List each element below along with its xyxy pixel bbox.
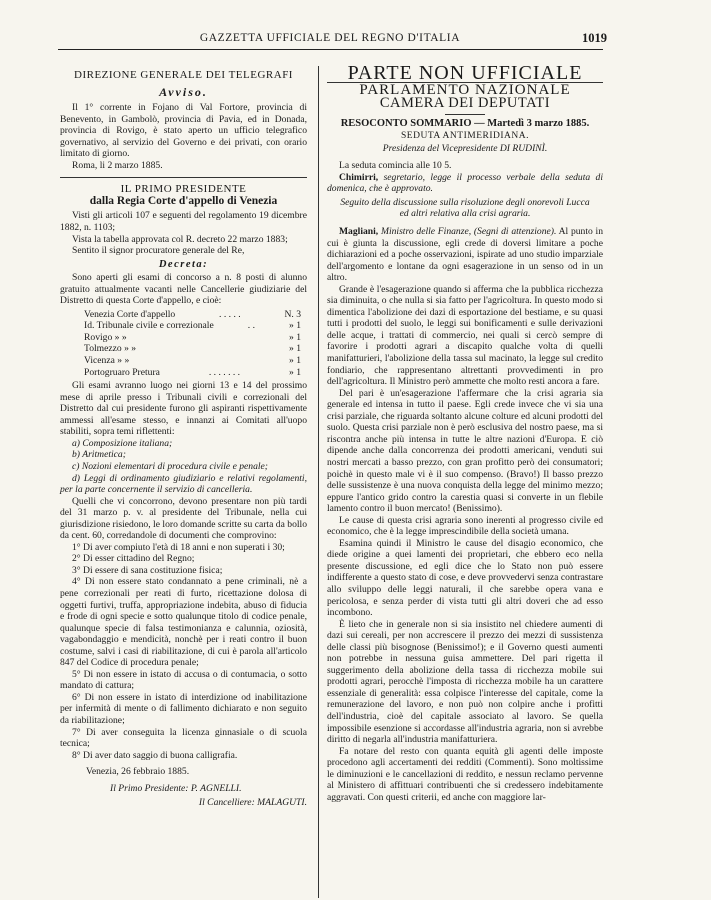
topic-item: d) Leggi di ordinamento giudiziario e relativi regolamenti, per la parte concernente il servizio di cancelleria. — [60, 472, 307, 496]
seat-row: Id. Tribunale civile e correzionale . . » 1 — [84, 320, 301, 332]
topic-item: a) Composizione italiana; — [72, 437, 173, 449]
chimirri-text: segretario, legge il processo verbale della seduta di domenica, che è approvato. — [327, 171, 603, 195]
page-header-title: GAZZETTA UFFICIALE DEL REGNO D'ITALIA — [199, 32, 461, 44]
applicants-paragraph: Quelli che vi concorrono, devono presentare non più tardi del 31 marzo p. v. al presidente del Tribunale, nella cui giurisdizione risiedono, le loro domande scritte su carta da bollo da cent. 60, corredandole di documenti che comprovino: — [60, 495, 307, 542]
chimirri-paragraph — [327, 172, 603, 195]
left-column — [60, 68, 307, 809]
right-column — [327, 62, 604, 803]
session-heading: SEDUTA ANTIMERIDIANA. — [401, 131, 529, 142]
requirements-list — [60, 542, 307, 761]
president-heading: IL PRIMO PRESIDENTE — [120, 183, 247, 196]
seat-row: Rovigo » » » 1 — [84, 331, 301, 343]
telegraph-direction-heading: DIREZIONE GENERALE DEI TELEGRAFI — [74, 69, 293, 81]
exams-paragraph: Gli esami avranno luogo nei giorni 13 e 14 del prossimo mese di aprile presso i Tribunali civili e correzionali del Distretto dal cui presidente furono gli aspiranti rispettivamente ammessi all'esame stesso, e innanzi ai Comitati all'uopo stabiliti, sopra temi riflettenti: — [60, 380, 307, 438]
speech-paragraph-3: Del pari è un'esagerazione l'affermare che la crisi agraria sia generale ed intensa in tutto il paese. Egli crede invece che vi sia una crisi parziale, che riguarda soltanto alcune colture ed alcuni prodotti del suolo. Questa crisi parziale non è però esclusiva del nostro paese, ma si riscontra anche più intensa in tutte le altre nazioni d'Europa. E ciò dipende anche dalla concorrenza dei prodotti americani, venduti sui nostri mercati a basso prezzo, con gran profitto però dei consumatori; poichè in questo male vi è il suo compenso. (Bravo!) Il basso prezzo delle sussistenze è una nuova conquista della legge del minimo mezzo; eppure l'antico grido contro la carestia quasi si converte in un flebile lamento contro il buon mercato! (Benissimo). — [327, 387, 603, 515]
seat-row: Venezia Corte d'appello . . . . . N. 3 — [84, 308, 301, 320]
parliament-heading: PARLAMENTO NAZIONALE — [359, 81, 571, 98]
visti-paragraph-3: Sentito il signor procuratore generale del Re, — [72, 245, 245, 257]
column-divider — [318, 66, 319, 898]
speech-paragraph-5: Esamina quindi il Ministro le cause del disagio economico, che diede origine a quei lamenti dei proprietari, che ebbero eco nella presente discussione, ed egli dice che lo Stato non può essere indifferente a questo stato di cose, e deve provvedervi senza contrastare allo sviluppo delle leggi naturali, il che sarebbe opera vana e pericolosa, e senza perder di vista tutti gli altri doveri che ad esso incombono. — [327, 537, 603, 619]
section-rule — [60, 177, 307, 178]
requirement-item: 8° Di aver dato saggio di buona calligrafia. — [72, 749, 238, 761]
header-rule — [58, 49, 603, 50]
seats-list — [60, 309, 307, 378]
speech-paragraph-4: Le cause di questa crisi agraria sono inerenti al progresso civile ed economico, che è la legge imprescindibile della società umana. — [327, 514, 603, 538]
requirement-item: 3° Di essere di sana costituzione fisica; — [72, 564, 223, 576]
seat-row: Portogruaro Pretura . . . . . . . » 1 — [84, 366, 301, 378]
requirement-item: 2° Di esser cittadino del Regno; — [72, 553, 195, 565]
session-opening: La seduta comincia alle 10 5. — [339, 160, 452, 172]
magliani-paragraph — [327, 226, 603, 284]
clerk-signature: Il Cancelliere: MALAGUTI. — [198, 797, 307, 809]
speaker-role: Ministro delle Finanze, (Segni di attenzione). — [380, 226, 557, 238]
president-signature: Il Primo Presidente: P. AGNELLI. — [110, 782, 242, 794]
court-heading: dalla Regia Corte d'appello di Venezia — [89, 194, 278, 207]
closing-date: Venezia, 26 febbraio 1885. — [86, 766, 190, 778]
notice-text: Il 1° corrente in Fojano di Val Fortore, provincia di Benevento, in Gambolò, provincia di Pavia, ed in Donada, provincia di Rovigo, è stato aperto un ufficio telegrafico governativo, al servizio del Governo e dei privati, con orario limitato di giorno. — [60, 102, 307, 160]
speech-paragraph-6: È lieto che in generale non si sia insistito nel chiedere aumenti di dazi sui cereali, per non accrescere il prezzo dei mezzi di sussistenza delle classi più bisognose (Benissimo!); e il Governo questi aumenti non potrebbe in nessuna guisa ammettere. Del pari rigetta il suggerimento della abolizione della tassa di ricchezza mobile sui prodotti agrari, perocchè l'imposta di ricchezza mobile ha un carattere essenziale di generalità: essa colpisce l'interesse del capitale, come la remunerazione del lavoro, e non può non colpire anche i profitti dell'industria, cioè del capitale associato al lavoro. Se quella impossibile esenzione si accordasse all'industria agraria, non si avrebbe diritto di negarla all'industria manifatturiera. — [327, 618, 603, 746]
notice-date: Roma, li 2 marzo 1885. — [72, 159, 163, 171]
topic-item: b) Aritmetica; — [72, 449, 126, 461]
speech-paragraph-2: Grande è l'esagerazione quando si afferma che la pubblica ricchezza sia diminuita, o che nulla si sia fatto per l'agricoltura. In questo modo si dimentica l'abolizione dei dazi di esportazione del bestiame, e su quasi tutti i prodotti del suolo, le leggi sui bonificamenti e sulle derivazioni delle acque, i trattati di commercio, nei quali si cercò sempre di favorire i prodotti agrari a discapito qualche volta di quelli manifatturieri, l'abolizione della tassa sul macinato, la legge sul credito fondiario, che rappresentano altrettanti provvedimenti in pro dell'agricoltura. Il Ministro però ammette che molto resti ancora a fare. — [327, 283, 603, 388]
decree-heading: Decreta: — [158, 258, 209, 270]
seat-row: Vicenza » » » 1 — [84, 355, 301, 367]
speech-paragraph-7: Fa notare del resto con quanta equità gli agenti delle imposte procedono agli accertamenti dei redditi (Commenti). Sono moltissime le diminuzioni e le cancellazioni di reddito, e nessun reclamo pervenne al Ministero di affittuari contribuenti che si credessero indebitamente aggravati. Con questi criterii, ed anche con maggiore lar- — [327, 745, 603, 803]
visti-paragraph-1: Visti gli articoli 107 e seguenti del regolamento 19 dicembre 1882, n. 1103; — [60, 210, 307, 234]
speaker-name: Magliani, — [339, 226, 379, 238]
requirement-item: 6° Di non essere in istato di interdizione od inabilitazione per infermità di mente o di fallimento dichiarato e non seguito da riabilitazione; — [60, 691, 307, 726]
decree-text: Sono aperti gli esami di concorso a n. 8 posti di alunno gratuito attualmente vacanti nelle Cancellerie giudiziarie del Distretto di questa Corte d'appello, e cioè: — [60, 272, 307, 307]
page-number: 1019 — [582, 31, 607, 45]
summary-report-heading: RESOCONTO SOMMARIO — Martedì 3 marzo 1885. — [340, 117, 590, 129]
chamber-heading: CAMERA DEI DEPUTATI — [379, 95, 551, 112]
short-rule — [445, 114, 485, 115]
topic-item: c) Nozioni elementari di procedura civile e penale; — [72, 460, 268, 472]
speech-paragraph-1: Al punto in cui è giunta la discussione, egli crede di doversi limitare a poche dichiarazioni ed a poche osservazioni, ispirate ad uno studio imparziale dell'argomento e lontane da ogni esagerazione in un senso od in un altro. — [327, 226, 604, 284]
requirement-item: 1° Di aver compiuto l'età di 18 anni e non superati i 30; — [72, 541, 285, 553]
seat-row: Tolmezzo » » » 1 — [84, 343, 301, 355]
notice-heading: Avviso. — [159, 84, 208, 99]
agenda-item: Seguito della discussione sulla risoluzione degli onorevoli Lucca ed altri relativa alla crisi agraria. — [340, 196, 590, 220]
speaker-name: Chimirri, — [339, 171, 379, 183]
visti-paragraph-2: Vista la tabella approvata col R. decreto 22 marzo 1883; — [72, 233, 288, 245]
requirement-item: 7° Di aver conseguita la licenza ginnasiale o di scuola tecnica; — [60, 726, 307, 750]
requirement-item: 5° Di non essere in istato di accusa o di contumacia, o sotto mandato di cattura; — [60, 668, 307, 692]
non-official-heading: PARTE NON UFFICIALE — [347, 62, 583, 84]
requirement-item: 4° Di non essere stato condannato a pene criminali, nè a pene correzionali per reati di furto, ricettazione dolosa di oggetti furtivi, truffa, appropriazione indebita, abuso di fiducia e frode di ogni specie e sotto qualunque titolo di codice penale, qualunque specie di falsa testimonianza e calunnia, oziosità, vagabondaggio e mendicità, nonchè per i reati contro il buon costume, salvi i casi di riabilitazione, di cui è parola all'articolo 847 del Codice di procedura penale; — [60, 576, 307, 669]
presidency-line: Presidenza del Vicepresidente DI RUDINÌ. — [382, 142, 548, 154]
topics-list — [60, 438, 307, 496]
